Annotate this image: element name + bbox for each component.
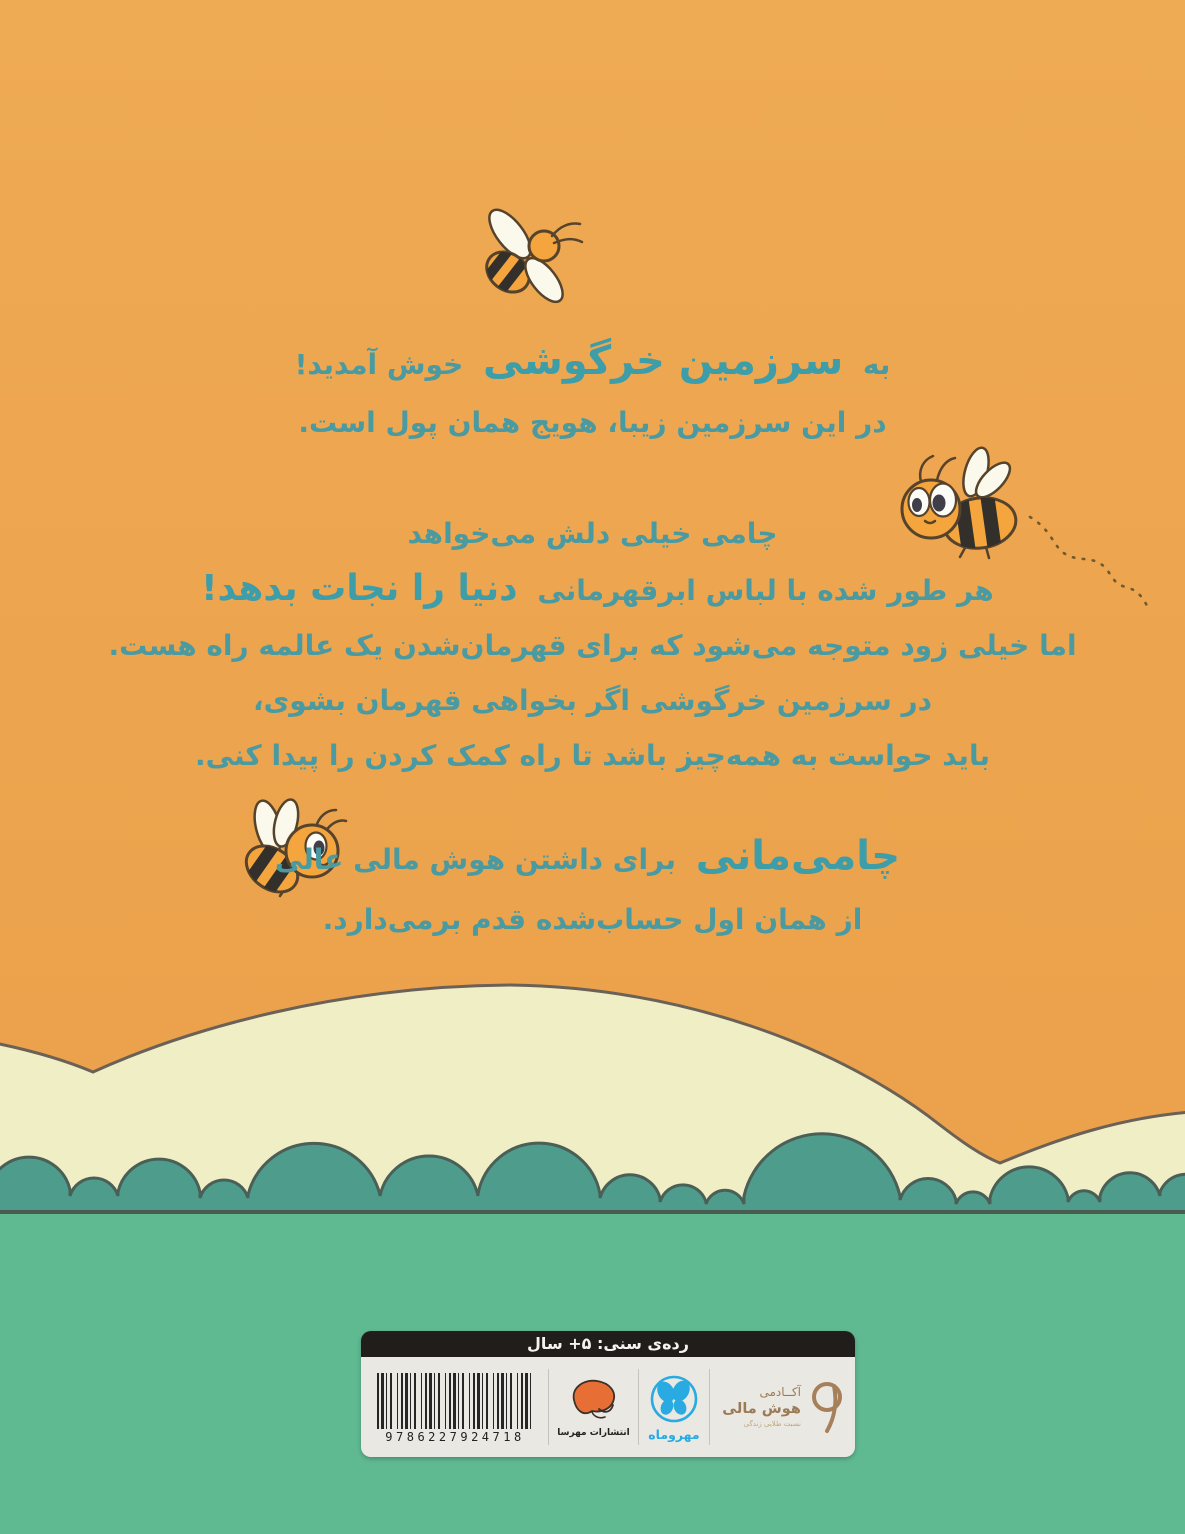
label-divider <box>548 1369 549 1445</box>
academy-line2: هوش مالی <box>722 1401 801 1418</box>
text-segment: به <box>862 348 891 381</box>
blurb-line: از همان اول حساب‌شده قدم برمی‌دارد. <box>322 903 863 936</box>
academy-monogram-icon <box>809 1379 845 1435</box>
academy-logo <box>718 1379 845 1435</box>
mehrsa-name: انتشارات مهرسا <box>557 1428 630 1438</box>
barcode <box>371 1371 539 1444</box>
text-segment-emphasis: دنیا را نجات بدهد! <box>201 568 518 609</box>
label-divider <box>709 1369 710 1445</box>
blurb-paragraph-2 <box>0 506 1185 783</box>
label-divider <box>638 1369 639 1445</box>
text-segment: برای داشتن هوش مالی عالی <box>274 843 676 876</box>
blurb-paragraph-3 <box>0 826 1185 950</box>
text-segment: هر طور شده با لباس ابرقهرمانی <box>537 574 994 607</box>
blurb-line <box>0 826 1185 890</box>
blurb-line: اما خیلی زود متوجه می‌شود که برای قهرمان‌شدن یک عالمه راه هست. <box>108 629 1077 662</box>
label-body <box>361 1357 855 1457</box>
academy-subtitle: نسبت طلایی زندگی <box>743 1420 801 1429</box>
blurb-line: در سرزمین خرگوشی اگر بخواهی قهرمان بشوی، <box>252 684 933 717</box>
academy-line1: آکــادمی <box>759 1385 801 1400</box>
publisher-label <box>361 1331 855 1457</box>
blurb-line: چامی خیلی دلش می‌خواهد <box>407 517 778 550</box>
blurb-line <box>0 332 1185 394</box>
blurb-line: در این سرزمین زیبا، هویج همان پول است. <box>298 406 887 439</box>
blurb-line <box>0 561 1185 618</box>
butterfly-icon <box>648 1373 700 1425</box>
barcode-bars-icon <box>377 1373 533 1429</box>
bee-top-icon <box>470 200 600 305</box>
mehrsa-logo <box>557 1376 629 1438</box>
blurb-paragraph-1 <box>0 332 1185 452</box>
mehromah-name: مهروماه <box>648 1426 700 1442</box>
mehrsa-blob-icon <box>565 1376 621 1426</box>
text-segment-emphasis: چامی‌مانی <box>695 833 901 879</box>
academy-text <box>722 1385 801 1429</box>
blurb-line: باید حواست به همه‌چیز باشد تا راه کمک کردن را پیدا کنی. <box>195 739 990 772</box>
text-segment-emphasis: سرزمین خرگوشی <box>483 338 844 384</box>
text-segment: خوش آمدید! <box>294 348 464 381</box>
age-rating-band: رده‌ی سنی: ۵+ سال <box>361 1331 855 1357</box>
mehromah-logo <box>648 1373 700 1442</box>
isbn-number: 9786227924718 <box>385 1429 525 1444</box>
